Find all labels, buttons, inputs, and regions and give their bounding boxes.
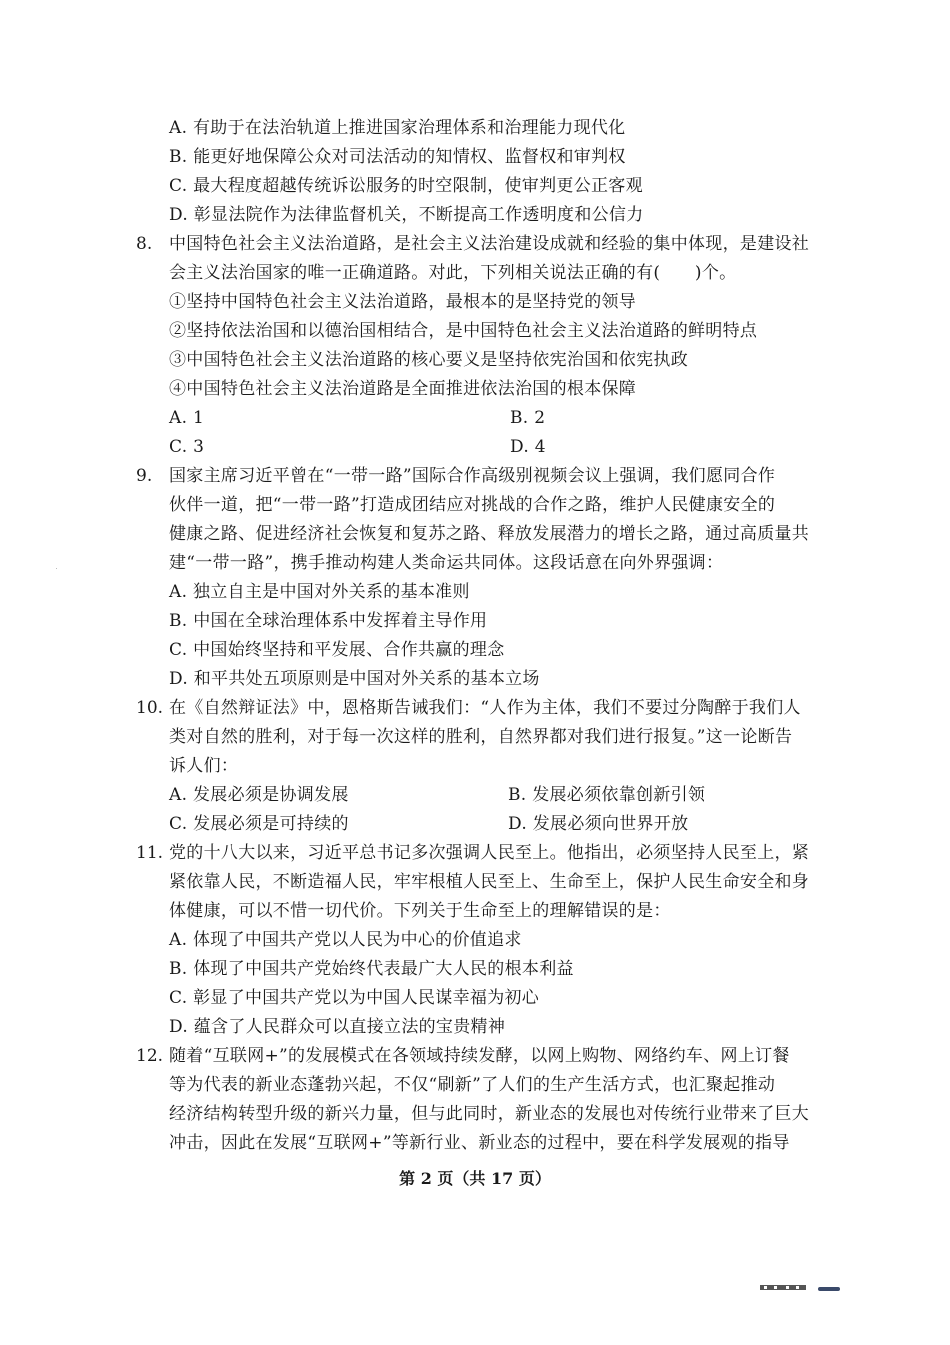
scan-mark-icon xyxy=(760,1283,840,1293)
q8-statement-1: ①坚持中国特色社会主义法治道路，最根本的是坚持党的领导 xyxy=(169,292,637,312)
q10-option-a: A. 发展必须是协调发展 xyxy=(169,785,349,805)
q7-option-a: A. 有助于在法治轨道上推进国家治理体系和治理能力现代化 xyxy=(169,118,626,138)
q9-stem-line: 国家主席习近平曾在“一带一路”国际合作高级别视频会议上强调，我们愿同合作 xyxy=(169,466,776,486)
q8-option-a: A. 1 xyxy=(169,408,205,428)
q9-option-d: D. 和平共处五项原则是中国对外关系的基本立场 xyxy=(169,669,540,689)
q10-option-b: B. 发展必须依靠创新引领 xyxy=(508,785,706,805)
q8-option-c: C. 3 xyxy=(169,437,205,457)
q8-option-b: B. 2 xyxy=(510,408,546,428)
q9-stem-line: 伙伴一道，把“一带一路”打造成团结应对挑战的合作之路，维护人民健康安全的 xyxy=(169,495,776,515)
q9-option-c: C. 中国始终坚持和平发展、合作共赢的理念 xyxy=(169,640,505,660)
q8-stem-line: 会主义法治国家的唯一正确道路。对此，下列相关说法正确的有( )个。 xyxy=(169,263,737,283)
q11-stem-line: 体健康，可以不惜一切代价。下列关于生命至上的理解错误的是： xyxy=(169,901,671,921)
q7-option-d: D. 彰显法院作为法律监督机关，不断提高工作透明度和公信力 xyxy=(169,205,644,225)
q12-stem-line: 经济结构转型升级的新兴力量，但与此同时，新业态的发展也对传统行业带来了巨大 xyxy=(169,1104,810,1124)
q12-stem-line: 冲击，因此在发展“互联网+”等新行业、新业态的过程中，要在科学发展观的指导 xyxy=(169,1133,790,1153)
q11-number: 11. xyxy=(136,843,164,863)
q9-option-a: A. 独立自主是中国对外关系的基本准则 xyxy=(169,582,470,602)
q8-stem-line: 中国特色社会主义法治道路，是社会主义法治建设成就和经验的集中体现，是建设社 xyxy=(169,234,810,254)
q9-option-b: B. 中国在全球治理体系中发挥着主导作用 xyxy=(169,611,488,631)
q11-option-d: D. 蕴含了人民群众可以直接立法的宝贵精神 xyxy=(169,1017,506,1037)
q10-stem-line: 在《自然辩证法》中，恩格斯告诫我们：“人作为主体，我们不要过分陶醉于我们人 xyxy=(169,698,801,718)
q7-option-b: B. 能更好地保障公众对司法活动的知情权、监督权和审判权 xyxy=(169,147,626,167)
q8-statement-2: ②坚持依法治国和以德治国相结合，是中国特色社会主义法治道路的鲜明特点 xyxy=(169,321,758,341)
q12-number: 12. xyxy=(136,1046,164,1066)
q11-stem-line: 紧依靠人民，不断造福人民，牢牢根植人民至上、生命至上，保护人民生命安全和身 xyxy=(169,872,810,892)
q8-statement-3: ③中国特色社会主义法治道路的核心要义是坚持依宪治国和依宪执政 xyxy=(169,350,688,370)
q7-option-c: C. 最大程度超越传统诉讼服务的时空限制，使审判更公正客观 xyxy=(169,176,643,196)
q9-number: 9. xyxy=(136,466,153,486)
q11-option-c: C. 彰显了中国共产党以为中国人民谋幸福为初心 xyxy=(169,988,540,1008)
q10-stem-line: 诉人们： xyxy=(169,756,239,776)
q12-stem-line: 随着“互联网+”的发展模式在各领域持续发酵，以网上购物、网络约车、网上订餐 xyxy=(169,1046,790,1066)
q10-number: 10. xyxy=(136,698,164,718)
q8-number: 8. xyxy=(136,234,153,254)
q8-option-d: D. 4 xyxy=(510,437,546,457)
q11-option-b: B. 体现了中国共产党始终代表最广大人民的根本利益 xyxy=(169,959,574,979)
q10-option-c: C. 发展必须是可持续的 xyxy=(169,814,349,834)
q10-option-d: D. 发展必须向世界开放 xyxy=(508,814,689,834)
q9-stem-line: 建“一带一路”，携手推动构建人类命运共同体。这段话意在向外界强调： xyxy=(169,553,724,573)
scan-speck xyxy=(56,568,57,569)
q11-stem-line: 党的十八大以来，习近平总书记多次强调人民至上。他指出，必须坚持人民至上，紧 xyxy=(169,843,810,863)
q12-stem-line: 等为代表的新业态蓬勃兴起，不仅“刷新”了人们的生产生活方式，也汇聚起推动 xyxy=(169,1075,776,1095)
q11-option-a: A. 体现了中国共产党以人民为中心的价值追求 xyxy=(169,930,522,950)
q10-stem-line: 类对自然的胜利，对于每一次这样的胜利，自然界都对我们进行报复。”这一论断告 xyxy=(169,727,793,747)
q8-statement-4: ④中国特色社会主义法治道路是全面推进依法治国的根本保障 xyxy=(169,379,637,399)
page-footer: 第 2 页（共 17 页） xyxy=(399,1169,551,1188)
q9-stem-line: 健康之路、促进经济社会恢复和复苏之路、释放发展潜力的增长之路，通过高质量共 xyxy=(169,524,810,544)
